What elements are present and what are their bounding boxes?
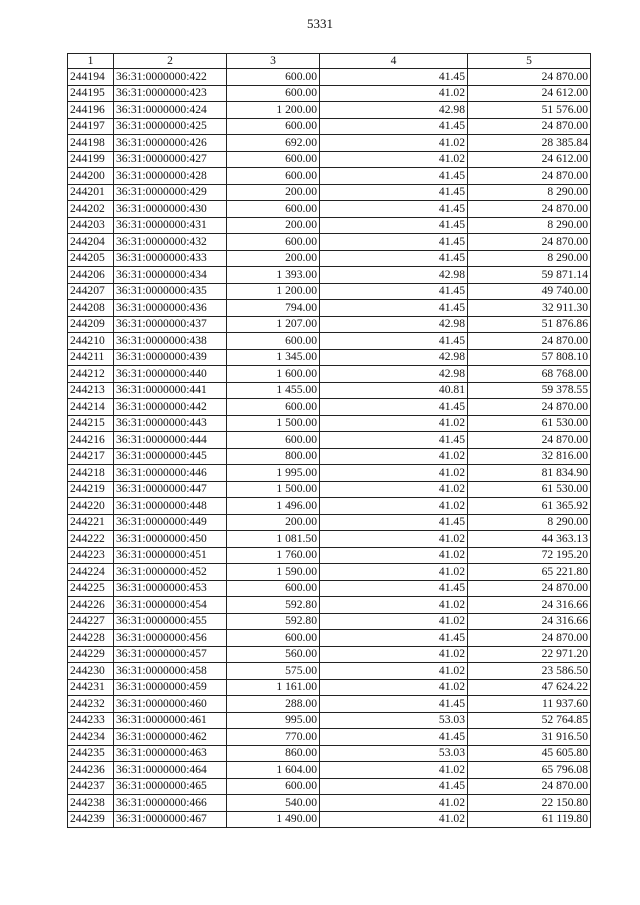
area-cell: 600.00	[227, 85, 320, 102]
cadastral-number-cell: 36:31:0000000:437	[114, 316, 227, 333]
cadastral-number-cell: 36:31:0000000:423	[114, 85, 227, 102]
rate-cell: 53.03	[320, 712, 468, 729]
amount-cell: 24 870.00	[468, 432, 591, 449]
area-cell: 600.00	[227, 234, 320, 251]
row-number-cell: 244218	[68, 465, 114, 482]
amount-cell: 59 871.14	[468, 267, 591, 284]
amount-cell: 45 605.80	[468, 745, 591, 762]
rate-cell: 41.45	[320, 630, 468, 647]
cadastral-number-cell: 36:31:0000000:467	[114, 811, 227, 828]
row-number-cell: 244206	[68, 267, 114, 284]
cadastral-number-cell: 36:31:0000000:436	[114, 300, 227, 317]
amount-cell: 24 870.00	[468, 69, 591, 86]
cadastral-number-cell: 36:31:0000000:448	[114, 498, 227, 515]
rate-cell: 41.45	[320, 69, 468, 86]
cadastral-number-cell: 36:31:0000000:459	[114, 679, 227, 696]
amount-cell: 32 816.00	[468, 448, 591, 465]
rate-cell: 41.45	[320, 168, 468, 185]
area-cell: 600.00	[227, 778, 320, 795]
area-cell: 1 500.00	[227, 415, 320, 432]
rate-cell: 42.98	[320, 349, 468, 366]
cadastral-number-cell: 36:31:0000000:466	[114, 795, 227, 812]
amount-cell: 51 876.86	[468, 316, 591, 333]
row-number-cell: 244224	[68, 564, 114, 581]
area-cell: 200.00	[227, 250, 320, 267]
cadastral-number-cell: 36:31:0000000:439	[114, 349, 227, 366]
rate-cell: 41.02	[320, 564, 468, 581]
area-cell: 1 161.00	[227, 679, 320, 696]
table-row	[68, 349, 591, 366]
rate-cell: 40.81	[320, 382, 468, 399]
amount-cell: 22 971.20	[468, 646, 591, 663]
cadastral-number-cell: 36:31:0000000:446	[114, 465, 227, 482]
rate-cell: 41.45	[320, 217, 468, 234]
amount-cell: 32 911.30	[468, 300, 591, 317]
row-number-cell: 244236	[68, 762, 114, 779]
row-number-cell: 244227	[68, 613, 114, 630]
data-table	[67, 53, 591, 828]
rate-cell: 41.02	[320, 135, 468, 152]
rate-cell: 41.02	[320, 498, 468, 515]
cadastral-number-cell: 36:31:0000000:432	[114, 234, 227, 251]
rate-cell: 41.02	[320, 415, 468, 432]
table-row	[68, 630, 591, 647]
row-number-cell: 244207	[68, 283, 114, 300]
amount-cell: 8 290.00	[468, 217, 591, 234]
table-row	[68, 151, 591, 168]
amount-cell: 72 195.20	[468, 547, 591, 564]
table-row	[68, 580, 591, 597]
amount-cell: 81 834.90	[468, 465, 591, 482]
table-row	[68, 184, 591, 201]
table-row	[68, 762, 591, 779]
area-cell: 200.00	[227, 217, 320, 234]
row-number-cell: 244217	[68, 448, 114, 465]
row-number-cell: 244239	[68, 811, 114, 828]
amount-cell: 24 870.00	[468, 333, 591, 350]
area-cell: 600.00	[227, 630, 320, 647]
row-number-cell: 244211	[68, 349, 114, 366]
rate-cell: 41.45	[320, 118, 468, 135]
area-cell: 995.00	[227, 712, 320, 729]
amount-cell: 24 316.66	[468, 613, 591, 630]
table-row	[68, 300, 591, 317]
amount-cell: 49 740.00	[468, 283, 591, 300]
amount-cell: 28 385.84	[468, 135, 591, 152]
amount-cell: 52 764.85	[468, 712, 591, 729]
table-row	[68, 118, 591, 135]
cadastral-number-cell: 36:31:0000000:438	[114, 333, 227, 350]
cadastral-number-cell: 36:31:0000000:457	[114, 646, 227, 663]
rate-cell: 41.45	[320, 300, 468, 317]
row-number-cell: 244204	[68, 234, 114, 251]
cadastral-number-cell: 36:31:0000000:431	[114, 217, 227, 234]
area-cell: 200.00	[227, 184, 320, 201]
row-number-cell: 244198	[68, 135, 114, 152]
table-row	[68, 316, 591, 333]
table-row	[68, 811, 591, 828]
area-cell: 600.00	[227, 151, 320, 168]
row-number-cell: 244197	[68, 118, 114, 135]
row-number-cell: 244219	[68, 481, 114, 498]
row-number-cell: 244235	[68, 745, 114, 762]
cadastral-number-cell: 36:31:0000000:465	[114, 778, 227, 795]
cadastral-number-cell: 36:31:0000000:441	[114, 382, 227, 399]
table-row	[68, 135, 591, 152]
rate-cell: 41.02	[320, 151, 468, 168]
amount-cell: 8 290.00	[468, 514, 591, 531]
cadastral-number-cell: 36:31:0000000:451	[114, 547, 227, 564]
area-cell: 794.00	[227, 300, 320, 317]
area-cell: 1 455.00	[227, 382, 320, 399]
amount-cell: 24 870.00	[468, 234, 591, 251]
table-row	[68, 696, 591, 713]
cadastral-number-cell: 36:31:0000000:461	[114, 712, 227, 729]
cadastral-number-cell: 36:31:0000000:450	[114, 531, 227, 548]
row-number-cell: 244215	[68, 415, 114, 432]
amount-cell: 65 221.80	[468, 564, 591, 581]
page-number: 5331	[307, 16, 333, 31]
rate-cell: 41.45	[320, 778, 468, 795]
cadastral-number-cell: 36:31:0000000:445	[114, 448, 227, 465]
cadastral-number-cell: 36:31:0000000:454	[114, 597, 227, 614]
rate-cell: 41.45	[320, 283, 468, 300]
area-cell: 1 496.00	[227, 498, 320, 515]
rate-cell: 41.45	[320, 234, 468, 251]
cadastral-number-cell: 36:31:0000000:428	[114, 168, 227, 185]
table-body	[68, 54, 591, 828]
cadastral-number-cell: 36:31:0000000:449	[114, 514, 227, 531]
table-header-row	[68, 54, 591, 69]
row-number-cell: 244237	[68, 778, 114, 795]
row-number-cell: 244216	[68, 432, 114, 449]
amount-cell: 59 378.55	[468, 382, 591, 399]
rate-cell: 41.02	[320, 613, 468, 630]
amount-cell: 61 530.00	[468, 481, 591, 498]
column-header: 1	[68, 54, 114, 69]
area-cell: 1 200.00	[227, 283, 320, 300]
rate-cell: 42.98	[320, 267, 468, 284]
amount-cell: 24 870.00	[468, 168, 591, 185]
area-cell: 600.00	[227, 580, 320, 597]
area-cell: 1 600.00	[227, 366, 320, 383]
table-row	[68, 382, 591, 399]
row-number-cell: 244210	[68, 333, 114, 350]
amount-cell: 24 316.66	[468, 597, 591, 614]
amount-cell: 51 576.00	[468, 102, 591, 119]
row-number-cell: 244231	[68, 679, 114, 696]
cadastral-number-cell: 36:31:0000000:464	[114, 762, 227, 779]
rate-cell: 42.98	[320, 102, 468, 119]
table-row	[68, 465, 591, 482]
rate-cell: 41.02	[320, 597, 468, 614]
rate-cell: 41.02	[320, 465, 468, 482]
area-cell: 692.00	[227, 135, 320, 152]
rate-cell: 41.02	[320, 663, 468, 680]
area-cell: 600.00	[227, 399, 320, 416]
row-number-cell: 244220	[68, 498, 114, 515]
rate-cell: 41.02	[320, 762, 468, 779]
table-row	[68, 234, 591, 251]
cadastral-number-cell: 36:31:0000000:458	[114, 663, 227, 680]
row-number-cell: 244228	[68, 630, 114, 647]
table-row	[68, 267, 591, 284]
row-number-cell: 244234	[68, 729, 114, 746]
cadastral-number-cell: 36:31:0000000:425	[114, 118, 227, 135]
table-row	[68, 448, 591, 465]
amount-cell: 61 365.92	[468, 498, 591, 515]
table-row	[68, 399, 591, 416]
area-cell: 600.00	[227, 118, 320, 135]
table-row	[68, 679, 591, 696]
row-number-cell: 244226	[68, 597, 114, 614]
amount-cell: 23 586.50	[468, 663, 591, 680]
cadastral-number-cell: 36:31:0000000:430	[114, 201, 227, 218]
amount-cell: 24 870.00	[468, 118, 591, 135]
area-cell: 1 207.00	[227, 316, 320, 333]
table-row	[68, 432, 591, 449]
area-cell: 600.00	[227, 201, 320, 218]
amount-cell: 61 530.00	[468, 415, 591, 432]
cadastral-number-cell: 36:31:0000000:452	[114, 564, 227, 581]
rate-cell: 42.98	[320, 316, 468, 333]
row-number-cell: 244196	[68, 102, 114, 119]
cadastral-number-cell: 36:31:0000000:422	[114, 69, 227, 86]
cadastral-number-cell: 36:31:0000000:443	[114, 415, 227, 432]
area-cell: 1 590.00	[227, 564, 320, 581]
amount-cell: 8 290.00	[468, 250, 591, 267]
table-row	[68, 415, 591, 432]
area-cell: 288.00	[227, 696, 320, 713]
row-number-cell: 244213	[68, 382, 114, 399]
table-row	[68, 663, 591, 680]
amount-cell: 31 916.50	[468, 729, 591, 746]
row-number-cell: 244208	[68, 300, 114, 317]
table-row	[68, 102, 591, 119]
row-number-cell: 244203	[68, 217, 114, 234]
amount-cell: 57 808.10	[468, 349, 591, 366]
row-number-cell: 244221	[68, 514, 114, 531]
amount-cell: 24 870.00	[468, 399, 591, 416]
area-cell: 592.80	[227, 613, 320, 630]
area-cell: 1 500.00	[227, 481, 320, 498]
cadastral-number-cell: 36:31:0000000:424	[114, 102, 227, 119]
area-cell: 1 345.00	[227, 349, 320, 366]
column-header: 4	[320, 54, 468, 69]
area-cell: 592.80	[227, 597, 320, 614]
amount-cell: 47 624.22	[468, 679, 591, 696]
area-cell: 1 490.00	[227, 811, 320, 828]
cadastral-number-cell: 36:31:0000000:429	[114, 184, 227, 201]
table-row	[68, 613, 591, 630]
table-row	[68, 646, 591, 663]
rate-cell: 41.45	[320, 333, 468, 350]
table-row	[68, 217, 591, 234]
row-number-cell: 244238	[68, 795, 114, 812]
area-cell: 600.00	[227, 168, 320, 185]
table-row	[68, 597, 591, 614]
amount-cell: 8 290.00	[468, 184, 591, 201]
rate-cell: 41.02	[320, 448, 468, 465]
area-cell: 770.00	[227, 729, 320, 746]
rate-cell: 41.45	[320, 696, 468, 713]
cadastral-number-cell: 36:31:0000000:455	[114, 613, 227, 630]
table-row	[68, 531, 591, 548]
rate-cell: 53.03	[320, 745, 468, 762]
rate-cell: 41.45	[320, 184, 468, 201]
amount-cell: 24 612.00	[468, 85, 591, 102]
table-row	[68, 547, 591, 564]
area-cell: 1 760.00	[227, 547, 320, 564]
row-number-cell: 244200	[68, 168, 114, 185]
rate-cell: 41.02	[320, 646, 468, 663]
amount-cell: 24 870.00	[468, 630, 591, 647]
amount-cell: 24 870.00	[468, 201, 591, 218]
row-number-cell: 244212	[68, 366, 114, 383]
area-cell: 575.00	[227, 663, 320, 680]
row-number-cell: 244194	[68, 69, 114, 86]
cadastral-number-cell: 36:31:0000000:453	[114, 580, 227, 597]
row-number-cell: 244201	[68, 184, 114, 201]
amount-cell: 24 870.00	[468, 778, 591, 795]
table-row	[68, 564, 591, 581]
cadastral-number-cell: 36:31:0000000:427	[114, 151, 227, 168]
row-number-cell: 244222	[68, 531, 114, 548]
rate-cell: 41.45	[320, 432, 468, 449]
area-cell: 800.00	[227, 448, 320, 465]
rate-cell: 41.45	[320, 250, 468, 267]
row-number-cell: 244223	[68, 547, 114, 564]
row-number-cell: 244209	[68, 316, 114, 333]
area-cell: 1 200.00	[227, 102, 320, 119]
amount-cell: 24 870.00	[468, 580, 591, 597]
cadastral-number-cell: 36:31:0000000:462	[114, 729, 227, 746]
table-row	[68, 85, 591, 102]
table-row	[68, 168, 591, 185]
column-header: 5	[468, 54, 591, 69]
rate-cell: 41.02	[320, 85, 468, 102]
table-row	[68, 712, 591, 729]
cadastral-number-cell: 36:31:0000000:463	[114, 745, 227, 762]
cadastral-number-cell: 36:31:0000000:456	[114, 630, 227, 647]
rate-cell: 41.45	[320, 514, 468, 531]
cadastral-number-cell: 36:31:0000000:447	[114, 481, 227, 498]
amount-cell: 22 150.80	[468, 795, 591, 812]
rate-cell: 41.45	[320, 580, 468, 597]
cadastral-number-cell: 36:31:0000000:435	[114, 283, 227, 300]
table-row	[68, 795, 591, 812]
table-row	[68, 514, 591, 531]
area-cell: 1 995.00	[227, 465, 320, 482]
cadastral-number-cell: 36:31:0000000:444	[114, 432, 227, 449]
row-number-cell: 244230	[68, 663, 114, 680]
row-number-cell: 244195	[68, 85, 114, 102]
rate-cell: 41.45	[320, 729, 468, 746]
rate-cell: 41.02	[320, 481, 468, 498]
table-row	[68, 69, 591, 86]
area-cell: 1 604.00	[227, 762, 320, 779]
rate-cell: 42.98	[320, 366, 468, 383]
row-number-cell: 244225	[68, 580, 114, 597]
area-cell: 200.00	[227, 514, 320, 531]
amount-cell: 44 363.13	[468, 531, 591, 548]
row-number-cell: 244232	[68, 696, 114, 713]
area-cell: 1 081.50	[227, 531, 320, 548]
row-number-cell: 244214	[68, 399, 114, 416]
row-number-cell: 244202	[68, 201, 114, 218]
table-row	[68, 745, 591, 762]
column-header: 3	[227, 54, 320, 69]
rate-cell: 41.02	[320, 531, 468, 548]
rate-cell: 41.02	[320, 679, 468, 696]
row-number-cell: 244205	[68, 250, 114, 267]
cadastral-number-cell: 36:31:0000000:442	[114, 399, 227, 416]
area-cell: 860.00	[227, 745, 320, 762]
table-row	[68, 201, 591, 218]
amount-cell: 68 768.00	[468, 366, 591, 383]
rate-cell: 41.02	[320, 811, 468, 828]
cadastral-number-cell: 36:31:0000000:460	[114, 696, 227, 713]
row-number-cell: 244229	[68, 646, 114, 663]
rate-cell: 41.02	[320, 795, 468, 812]
row-number-cell: 244233	[68, 712, 114, 729]
row-number-cell: 244199	[68, 151, 114, 168]
area-cell: 600.00	[227, 333, 320, 350]
amount-cell: 11 937.60	[468, 696, 591, 713]
table-row	[68, 778, 591, 795]
area-cell: 540.00	[227, 795, 320, 812]
amount-cell: 65 796.08	[468, 762, 591, 779]
amount-cell: 24 612.00	[468, 151, 591, 168]
rate-cell: 41.45	[320, 399, 468, 416]
area-cell: 560.00	[227, 646, 320, 663]
table-row	[68, 333, 591, 350]
area-cell: 600.00	[227, 69, 320, 86]
area-cell: 1 393.00	[227, 267, 320, 284]
table-row	[68, 729, 591, 746]
rate-cell: 41.45	[320, 201, 468, 218]
table-row	[68, 498, 591, 515]
column-header: 2	[114, 54, 227, 69]
area-cell: 600.00	[227, 432, 320, 449]
amount-cell: 61 119.80	[468, 811, 591, 828]
cadastral-number-cell: 36:31:0000000:433	[114, 250, 227, 267]
table-row	[68, 250, 591, 267]
table-row	[68, 283, 591, 300]
table-row	[68, 366, 591, 383]
cadastral-number-cell: 36:31:0000000:434	[114, 267, 227, 284]
cadastral-number-cell: 36:31:0000000:426	[114, 135, 227, 152]
table-row	[68, 481, 591, 498]
rate-cell: 41.02	[320, 547, 468, 564]
cadastral-number-cell: 36:31:0000000:440	[114, 366, 227, 383]
